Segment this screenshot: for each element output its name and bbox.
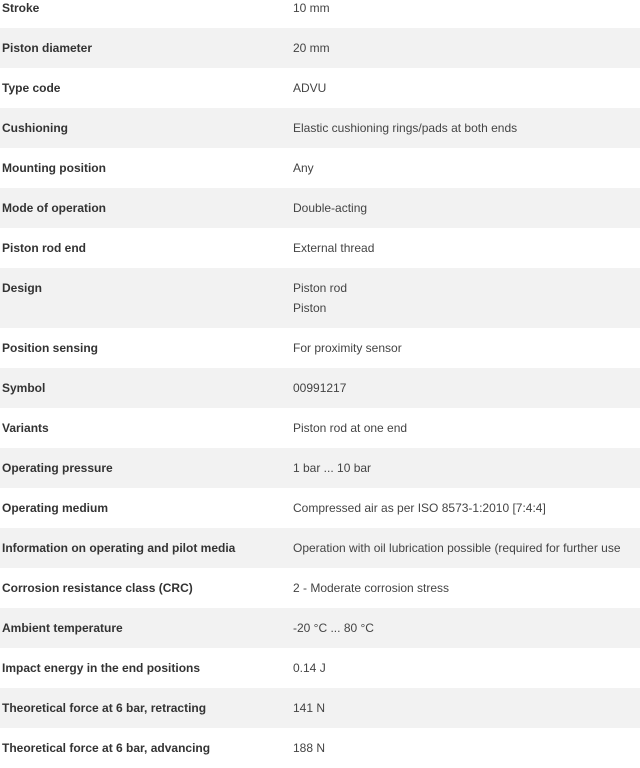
spec-value — [293, 278, 640, 318]
spec-label: Piston diameter — [2, 41, 93, 55]
spec-label: Piston rod end — [2, 241, 86, 255]
spec-value: Elastic cushioning rings/pads at both ends — [293, 121, 518, 135]
spec-value: For proximity sensor — [293, 341, 402, 355]
spec-row-operating-pilot-media — [0, 528, 640, 568]
spec-label: Stroke — [2, 1, 40, 15]
spec-label: Mode of operation — [2, 201, 106, 215]
spec-row-corrosion-resistance — [0, 568, 640, 608]
spec-value: 2 - Moderate corrosion stress — [293, 581, 450, 595]
spec-row-impact-energy — [0, 648, 640, 688]
spec-label: Position sensing — [2, 341, 99, 355]
spec-row-force-retracting — [0, 688, 640, 728]
spec-row-force-advancing — [0, 728, 640, 768]
spec-row-piston-rod-end — [0, 228, 640, 268]
spec-row-mode-of-operation — [0, 188, 640, 228]
spec-value-line: Piston — [293, 301, 327, 315]
spec-label: Theoretical force at 6 bar, advancing — [2, 741, 211, 755]
spec-value: Double-acting — [293, 201, 368, 215]
spec-row-cushioning — [0, 108, 640, 148]
spec-row-design — [0, 268, 640, 328]
spec-value: Piston rod at one end — [293, 421, 408, 435]
spec-row-type-code — [0, 68, 640, 108]
spec-value: External thread — [293, 241, 375, 255]
spec-label: Operating pressure — [2, 461, 113, 475]
spec-label: Ambient temperature — [2, 621, 123, 635]
spec-value: 0.14 J — [293, 661, 326, 675]
spec-row-variants — [0, 408, 640, 448]
spec-value: ADVU — [293, 81, 327, 95]
spec-value: 00991217 — [293, 381, 347, 395]
spec-row-piston-diameter — [0, 28, 640, 68]
spec-label: Theoretical force at 6 bar, retracting — [2, 701, 207, 715]
spec-value: 20 mm — [293, 41, 330, 55]
spec-label: Impact energy in the end positions — [2, 661, 201, 675]
spec-row-ambient-temperature — [0, 608, 640, 648]
spec-label: Mounting position — [2, 161, 106, 175]
spec-value: -20 °C ... 80 °C — [293, 621, 374, 635]
spec-label: Operating medium — [2, 501, 109, 515]
spec-value: 10 mm — [293, 1, 330, 15]
spec-row-position-sensing — [0, 328, 640, 368]
spec-value: Compressed air as per ISO 8573-1:2010 [7:4:4] — [293, 501, 546, 515]
spec-value: Any — [293, 161, 314, 175]
spec-value: 141 N — [293, 701, 326, 715]
spec-label: Design — [2, 281, 43, 295]
spec-label: Symbol — [2, 381, 46, 395]
spec-value: 1 bar ... 10 bar — [293, 461, 372, 475]
spec-row-stroke — [0, 0, 640, 28]
spec-label: Variants — [2, 421, 49, 435]
spec-value-line: Piston rod — [293, 281, 348, 295]
spec-value: Operation with oil lubrication possible (required for further use — [293, 541, 621, 555]
spec-row-operating-pressure — [0, 448, 640, 488]
spec-label: Cushioning — [2, 121, 68, 135]
spec-row-symbol — [0, 368, 640, 408]
spec-label: Information on operating and pilot media — [2, 541, 236, 555]
spec-row-operating-medium — [0, 488, 640, 528]
spec-label: Corrosion resistance class (CRC) — [2, 581, 193, 595]
spec-row-mounting-position — [0, 148, 640, 188]
spec-label: Type code — [2, 81, 61, 95]
spec-value: 188 N — [293, 741, 326, 755]
